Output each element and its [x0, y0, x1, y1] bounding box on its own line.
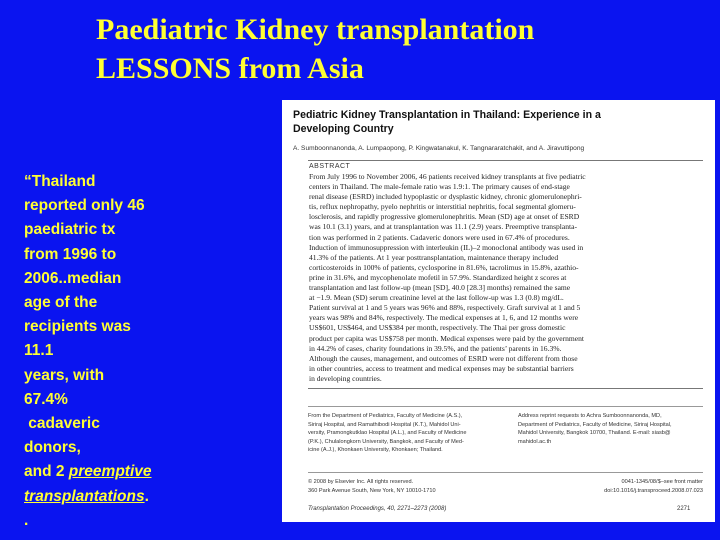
- footnote-line: mahidol.ac.th: [518, 438, 552, 445]
- quote-line: from 1996 to: [24, 245, 117, 263]
- abstract-line: was 10.1 (3.1) years, and at transplantation was 11.1 (2.9) years. Preemptive transplanta-: [309, 222, 577, 232]
- abstract-line: tion was performed in 2 patients. Cadaveric donors were used in 67.4% of procedures.: [309, 232, 570, 242]
- quote-line-prefix: and 2: [24, 463, 69, 481]
- abstract-line: tis, reflux nephropathy, pyelo nephritis or interstitial nephritis, focal segmental glomeru-: [309, 202, 576, 212]
- quote-text: [24, 170, 184, 533]
- quote-line: .: [24, 511, 29, 529]
- quote-line: “Thailand: [24, 173, 96, 190]
- abstract-line: in other countries, access to treatment and medical expenses may be substantial barriers: [309, 363, 574, 373]
- publisher-line: © 2008 by Elsevier Inc. All rights reserved.: [308, 479, 414, 485]
- quote-line-suffix: .: [144, 487, 149, 505]
- quote-line: years, with: [24, 366, 105, 384]
- slide-title: [96, 10, 696, 88]
- abstract-section: [308, 160, 703, 384]
- abstract-line: US$601, US$464, and US$384 per month, respectively. The Thai per gross domestic: [309, 323, 566, 333]
- publisher-line: 0041-1345/08/$–see front matter: [621, 479, 703, 485]
- abstract-line: 41.3% of the patients. At 1 year posttransplantation, maintenance therapy included: [309, 252, 559, 262]
- slide-title-line-1: Paediatric Kidney transplantation: [96, 13, 535, 46]
- paper-excerpt-image: [282, 100, 715, 522]
- abstract-divider: [308, 388, 703, 389]
- abstract-line: corticosteroids in 100% of patients, cyclosporine in 81.6%, tacrolimus in 15.8%, azathio-: [309, 262, 579, 272]
- abstract-line: transplantation and last follow-up (mean [SD], 40.0 [28.3] months) remained the same: [309, 283, 571, 293]
- quote-line: 11.1: [24, 342, 54, 360]
- abstract-line: in 44.2% of cases, charity foundations in 39.5%, and the patients’ parents in 16.3%.: [309, 343, 562, 353]
- page-number: 2271: [677, 506, 691, 512]
- footnote-line: From the Department of Pediatrics, Faculty of Medicine (A.S.),: [308, 413, 463, 419]
- footnote-divider: [308, 406, 703, 407]
- quote-line: [24, 485, 184, 509]
- publisher-line: 360 Park Avenue South, New York, NY 10010-1710: [308, 487, 436, 494]
- abstract-line: centers in Thailand. The male-female ratio was 1.9:1. The primary causes of end-stage: [309, 182, 570, 192]
- paper-title-line: Pediatric Kidney Transplantation in Thailand: Experience in a: [293, 109, 601, 121]
- quote-line: reported only 46: [24, 197, 145, 215]
- footnote-line: Address reprint requests to Achra Sumboonnanonda, MD,: [518, 413, 662, 419]
- slide-title-line-2: LESSONS from Asia: [96, 52, 364, 85]
- abstract-text: [309, 172, 703, 384]
- quote-line: 67.4%: [24, 390, 68, 408]
- abstract-line: From July 1996 to November 2006, 46 patients received kidney transplants at five pediatric: [309, 172, 586, 181]
- abstract-line: Patient survival at 1 and 5 years was 96% and 88%, respectively. Graft survival at 1 and 5: [309, 303, 581, 313]
- abstract-line: prine in 31.6%, and mycophenolate mofetil in 57.9%. Standardized height z scores at: [309, 272, 567, 282]
- paper-authors: A. Sumboonnanonda, A. Lumpaopong, P. Kingwatanakul, K. Tangnararatchakit, and A. Jiravuttipong: [293, 145, 585, 152]
- quote-line: paediatric tx: [24, 221, 116, 239]
- footnote-line: icine (A.J.), Khonkaen University, Khonkaen; Thailand.: [308, 447, 443, 454]
- abstract-heading: ABSTRACT: [309, 163, 351, 170]
- abstract-line: renal disease (ESRD) included hypoplastic or dysplastic kidney, chronic glomerulonephri-: [309, 192, 582, 202]
- paper-title-line: Developing Country: [293, 123, 394, 135]
- journal-citation: Transplantation Proceedings, 40, 2271–2273 (2008): [308, 506, 447, 512]
- footnote-line: Siriraj Hospital, and Ramathibodi Hospital (K.T.), Mahidol Uni-: [308, 421, 461, 428]
- reprint-footnote: [518, 412, 706, 446]
- doi-notice: [594, 478, 703, 495]
- footnote-line: (P.K.), Chulalongkorn University, Bangkok, and Faculty of Med-: [308, 438, 464, 445]
- quote-line: recipients was: [24, 318, 131, 336]
- quote-line: cadaveric: [24, 415, 100, 433]
- publisher-line: doi:10.1016/j.transproceed.2008.07.023: [604, 487, 703, 494]
- abstract-line: losclerosis, and rapidly progressive glomerulonephritis. Mean (SD) age at onset of ESRD: [309, 212, 580, 222]
- abstract-line: years was 98% and 84%, respectively. The medical expenses at 1, 6, and 12 months were: [309, 313, 579, 323]
- abstract-line: Although the causes, management, and outcomes of ESRD were not different from those: [309, 353, 578, 363]
- publisher-divider: [308, 472, 703, 473]
- quote-line: age of the: [24, 294, 98, 312]
- transplantations-link[interactable]: transplantations: [24, 487, 145, 505]
- abstract-line: at −1.9. Mean (SD) serum creatinine level at the last follow-up was 1.3 (0.8) mg/dL.: [309, 293, 564, 303]
- copyright-notice: [308, 478, 436, 495]
- quote-line: [24, 460, 184, 484]
- quote-line: donors,: [24, 439, 81, 457]
- abstract-line: in developing countries.: [309, 373, 382, 383]
- quote-line: 2006..median: [24, 269, 122, 287]
- abstract-line: product per capita was US$758 per month. Medical expenses were paid by the government: [309, 333, 584, 343]
- footnote-line: Mahidol University, Bangkok 10700, Thailand. E-mail: siasb@: [518, 430, 671, 437]
- affiliations-footnote: [308, 412, 496, 455]
- preemptive-link[interactable]: preemptive: [68, 463, 152, 481]
- abstract-line: Induction of immunosuppression with interleukin (IL)–2 monoclonal antibody was used in: [309, 242, 584, 252]
- paper-title: [293, 108, 705, 136]
- footnote-line: Department of Pediatrics, Faculty of Medicine, Siriraj Hospital,: [518, 421, 672, 428]
- footnote-line: versity, Pramongkutklao Hospital (A.L.), and Faculty of Medicine: [308, 430, 467, 437]
